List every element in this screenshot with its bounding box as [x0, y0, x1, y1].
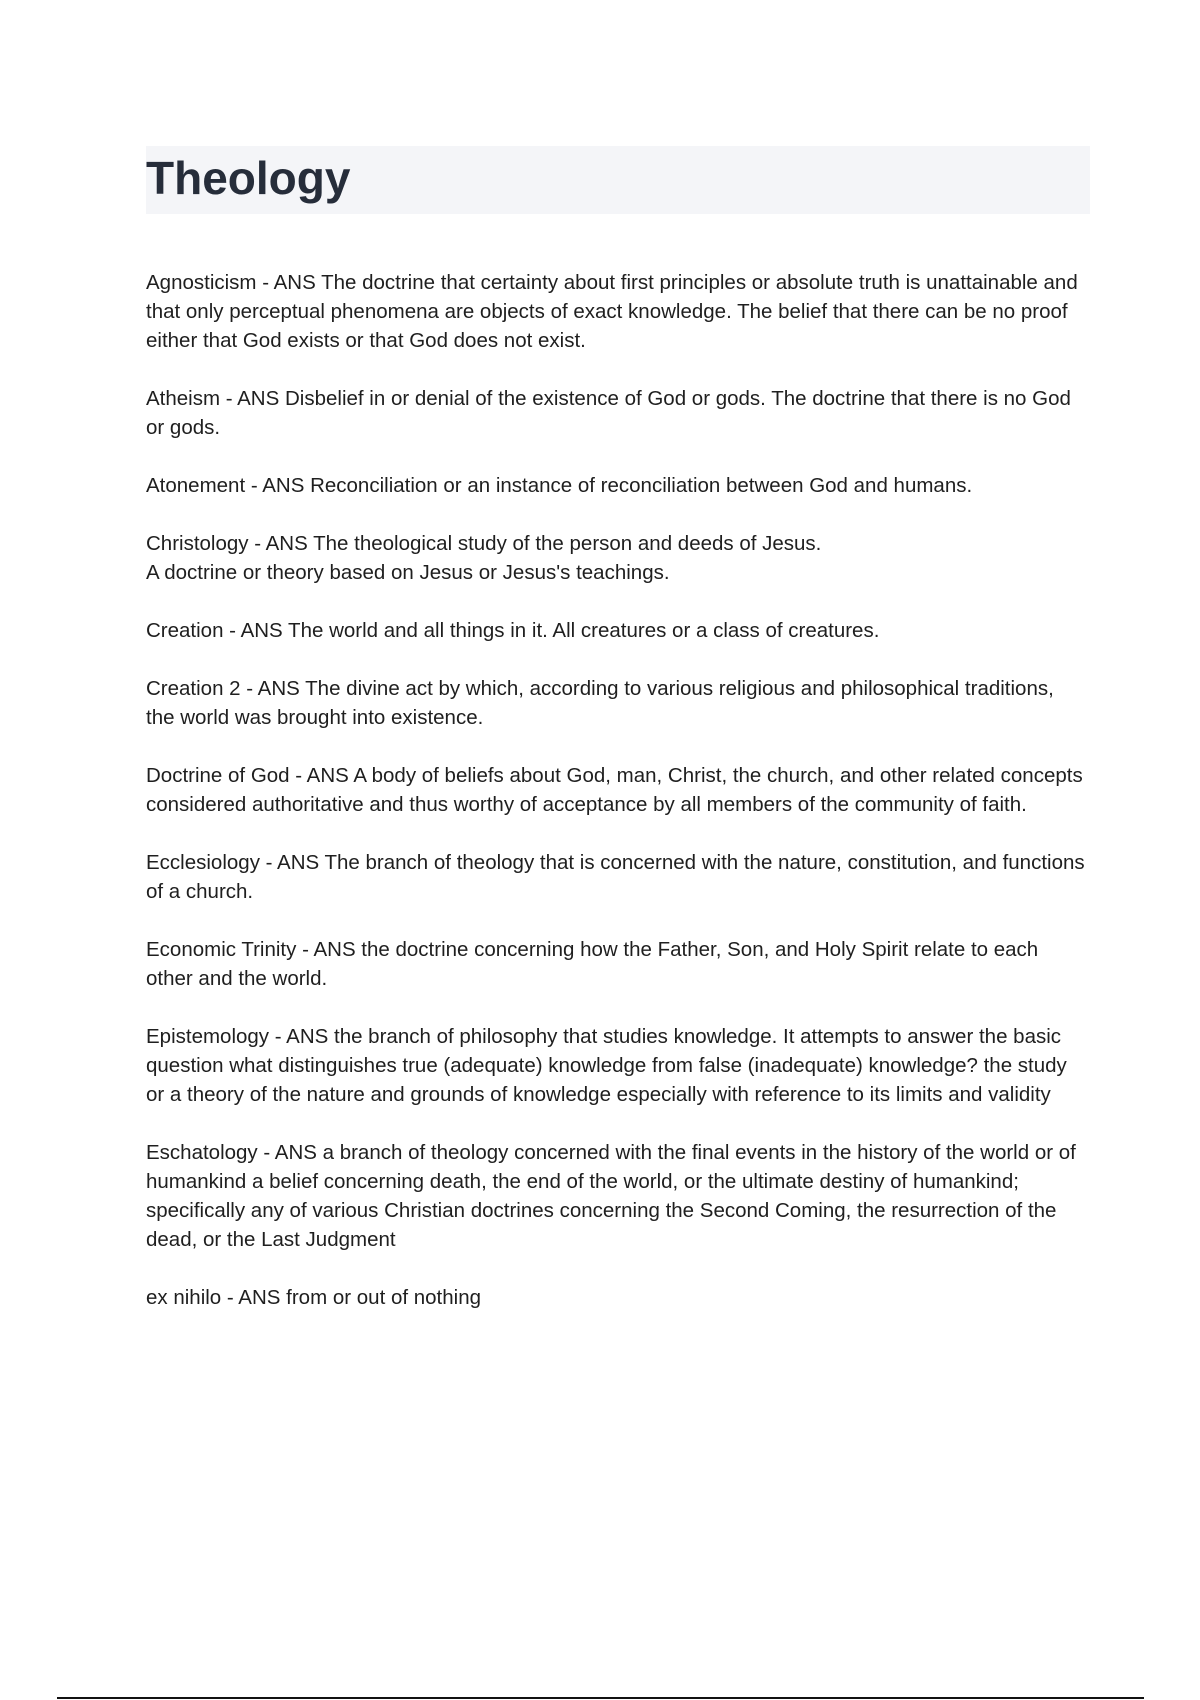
glossary-entry-eschatology: Eschatology - ANS a branch of theology concerned with the final events in the history of the world or of humankind a belief concerning death, the end of the world, or the ultimate destiny of humankind; specifically any of various Christian doctrines concerning the Second Coming, the resurrection of the dead, or the Last Judgment — [146, 1141, 1076, 1251]
title-bar — [146, 146, 1090, 214]
glossary-entry-doctrine-of-god: Doctrine of God - ANS A body of beliefs about God, man, Christ, the church, and other related concepts considered authoritative and thus worthy of acceptance by all members of the community of faith. — [146, 764, 1083, 816]
glossary-entry-ecclesiology: Ecclesiology - ANS The branch of theology that is concerned with the nature, constitution, and functions of a church. — [146, 851, 1085, 903]
glossary-entry-creation-2: Creation 2 - ANS The divine act by which, according to various religious and philosophical traditions, the world was brought into existence. — [146, 677, 1054, 729]
glossary-entry-ex-nihilo: ex nihilo - ANS from or out of nothing — [146, 1286, 482, 1309]
glossary-list — [146, 268, 1086, 1341]
glossary-entry-epistemology: Epistemology - ANS the branch of philosophy that studies knowledge. It attempts to answer the basic question what distinguishes true (adequate) knowledge from false (inadequate) knowledge? the study or a theory of the nature and grounds of knowledge especially with reference to its limits and validity — [146, 1025, 1067, 1106]
glossary-entry-atonement: Atonement - ANS Reconciliation or an instance of reconciliation between God and humans. — [146, 474, 973, 497]
glossary-entry-creation: Creation - ANS The world and all things in it. All creatures or a class of creatures. — [146, 619, 880, 642]
footer-divider — [57, 1697, 1144, 1699]
glossary-entry-agnosticism: Agnosticism - ANS The doctrine that certainty about first principles or absolute truth is unattainable and that only perceptual phenomena are objects of exact knowledge. The belief that there can be no proof either that God exists or that God does not exist. — [146, 271, 1078, 352]
glossary-entry-economic-trinity: Economic Trinity - ANS the doctrine concerning how the Father, Son, and Holy Spirit relate to each other and the world. — [146, 938, 1039, 990]
glossary-entry-christology: Christology - ANS The theological study of the person and deeds of Jesus. A doctrine or theory based on Jesus or Jesus's teachings. — [146, 532, 822, 584]
glossary-entry-atheism: Atheism - ANS Disbelief in or denial of the existence of God or gods. The doctrine that there is no God or gods. — [146, 387, 1071, 439]
page-title: Theology — [146, 152, 351, 204]
